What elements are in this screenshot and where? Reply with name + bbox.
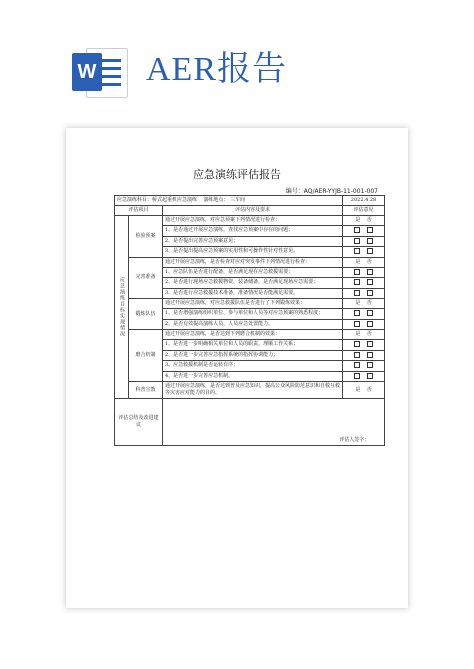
evaluation-row (115, 382, 385, 399)
no-label: 否 (366, 331, 372, 337)
opinion-cell (343, 236, 385, 247)
no-label: 否 (366, 300, 372, 306)
section-name: 检验预案 (129, 216, 163, 258)
section-name: 锻炼队伍 (129, 299, 163, 330)
requirement-text: 通过开展应急演练，是否检查对应对突发事件下列情况进行检查： (163, 257, 343, 267)
summary-row (115, 399, 385, 446)
opinion-cell (343, 309, 385, 320)
opinion-cell (343, 216, 385, 226)
yes-checkbox[interactable] (354, 269, 360, 275)
evaluation-table (114, 195, 385, 446)
yes-checkbox[interactable] (354, 290, 360, 296)
yes-checkbox[interactable] (354, 227, 360, 233)
yes-checkbox[interactable] (354, 238, 360, 244)
requirement-text: 1、是否进一步明确相关单位和人员的职责，理顺工作关系； (163, 340, 343, 351)
summary-content[interactable] (163, 399, 385, 446)
requirement-text: 2、是否进行现场应急救援物资、装备储备，是否满足现场应急需要； (163, 278, 343, 289)
yes-label: 是 (355, 386, 361, 393)
signature-label: 评估人签字： (339, 437, 370, 443)
opinion-cell (343, 371, 385, 382)
header-row (115, 206, 385, 216)
opinion-cell (343, 350, 385, 361)
opinion-cell (343, 226, 385, 237)
no-checkbox[interactable] (367, 227, 373, 233)
no-checkbox[interactable] (367, 290, 373, 296)
opinion-cell (343, 267, 385, 278)
info-row (115, 196, 385, 206)
opinion-cell (343, 382, 385, 399)
evaluation-row (115, 299, 385, 309)
requirement-text: 2、是否提出完善应急预案意见； (163, 236, 343, 247)
yes-checkbox[interactable] (354, 362, 360, 368)
evaluation-row (115, 216, 385, 226)
opinion-cell (343, 361, 385, 372)
no-checkbox[interactable] (367, 248, 373, 254)
summary-label: 评估总结及改进建议 (115, 399, 163, 446)
requirement-text: 1、是否通过开展应急演练，查找应急预案中存在的问题； (163, 226, 343, 237)
header-opinion: 评估意见 (343, 206, 385, 216)
no-checkbox[interactable] (367, 321, 373, 327)
requirement-text: 3、应急救援机制是否运转有序； (163, 361, 343, 372)
no-checkbox[interactable] (367, 362, 373, 368)
evaluation-row (115, 330, 385, 340)
yes-checkbox[interactable] (354, 248, 360, 254)
no-checkbox[interactable] (367, 310, 373, 316)
banner-title: AER报告 (146, 51, 287, 88)
no-checkbox[interactable] (367, 269, 373, 275)
requirement-text: 3、是否进行应急救援技术准备，准备情况是否能满足需要。 (163, 288, 343, 299)
banner (0, 0, 474, 125)
subject-label: 应急演练科目：桥式起重机应急演练 (117, 197, 198, 203)
document-page (66, 128, 408, 608)
yes-checkbox[interactable] (354, 373, 360, 379)
place-value: 三车间 (229, 197, 245, 203)
evaluation-row (115, 257, 385, 267)
no-checkbox[interactable] (367, 352, 373, 358)
yes-checkbox[interactable] (354, 321, 360, 327)
requirement-text: 通过开展应急演练，对应急预案下列情况进行检查： (163, 216, 343, 226)
yes-checkbox[interactable] (354, 352, 360, 358)
word-document-icon (72, 48, 128, 96)
no-checkbox[interactable] (367, 373, 373, 379)
opinion-cell (343, 330, 385, 340)
header-item: 评估项目 (115, 206, 163, 216)
header-content: 评估内容及要求 (163, 206, 343, 216)
date-cell: 2022.4.28 (343, 196, 385, 206)
no-label: 否 (366, 217, 372, 223)
no-checkbox[interactable] (367, 341, 373, 347)
requirement-text: 2、是否进一步完善应急指挥系统的指挥协调能力； (163, 350, 343, 361)
side-label: 应急演练目标实现情况 (115, 216, 129, 399)
no-checkbox[interactable] (367, 238, 373, 244)
no-checkbox[interactable] (367, 279, 373, 285)
no-label: 否 (366, 258, 372, 265)
requirement-text: 1、应急队伍是否进行配备，是否满足现在应急救援需要； (163, 267, 343, 278)
opinion-cell (343, 299, 385, 309)
document-number: 编号：AQ/AER-YYJB-11-001-007 (285, 188, 378, 195)
yes-label: 是 (355, 300, 361, 306)
word-letter-badge: W (72, 53, 102, 91)
opinion-cell (343, 247, 385, 258)
requirement-text: 3、是否提出提高应急预案的实用性和可操作性针对性意见。 (163, 247, 343, 258)
yes-checkbox[interactable] (354, 341, 360, 347)
place-label: 演练地点： (203, 197, 229, 203)
opinion-cell (343, 340, 385, 351)
section-name: 磨合机制 (129, 330, 163, 382)
section-name: 科普宣教 (129, 382, 163, 399)
yes-label: 是 (355, 258, 361, 265)
requirement-text: 通过开展应急演练，是否达到普及应急知识，提高公众风险防范意识和自救互救等灾害应对能力的目的。 (163, 382, 343, 399)
requirement-text: 通过开展应急演练，是否达到下列磨合机制的效果： (163, 330, 343, 340)
no-label: 否 (366, 386, 372, 393)
opinion-cell (343, 278, 385, 289)
opinion-cell (343, 257, 385, 267)
yes-label: 是 (355, 331, 361, 337)
yes-checkbox[interactable] (354, 310, 360, 316)
requirement-text: 1、是否增强演练组织单位、参与单位和人员等对应急预案的熟悉程度； (163, 309, 343, 320)
requirement-text: 通过开展应急演练，对应急救援队伍是否进行了下列锻炼效果： (163, 299, 343, 309)
opinion-cell (343, 319, 385, 330)
yes-label: 是 (355, 217, 361, 223)
section-name: 完善准备 (129, 257, 163, 299)
opinion-cell (343, 288, 385, 299)
document-title: 应急演练评估报告 (193, 168, 281, 181)
requirement-text: 2、是否有效提高演练人员、人员应急处置能力。 (163, 319, 343, 330)
yes-checkbox[interactable] (354, 279, 360, 285)
requirement-text: 4、是否进一步完善应急机制。 (163, 371, 343, 382)
